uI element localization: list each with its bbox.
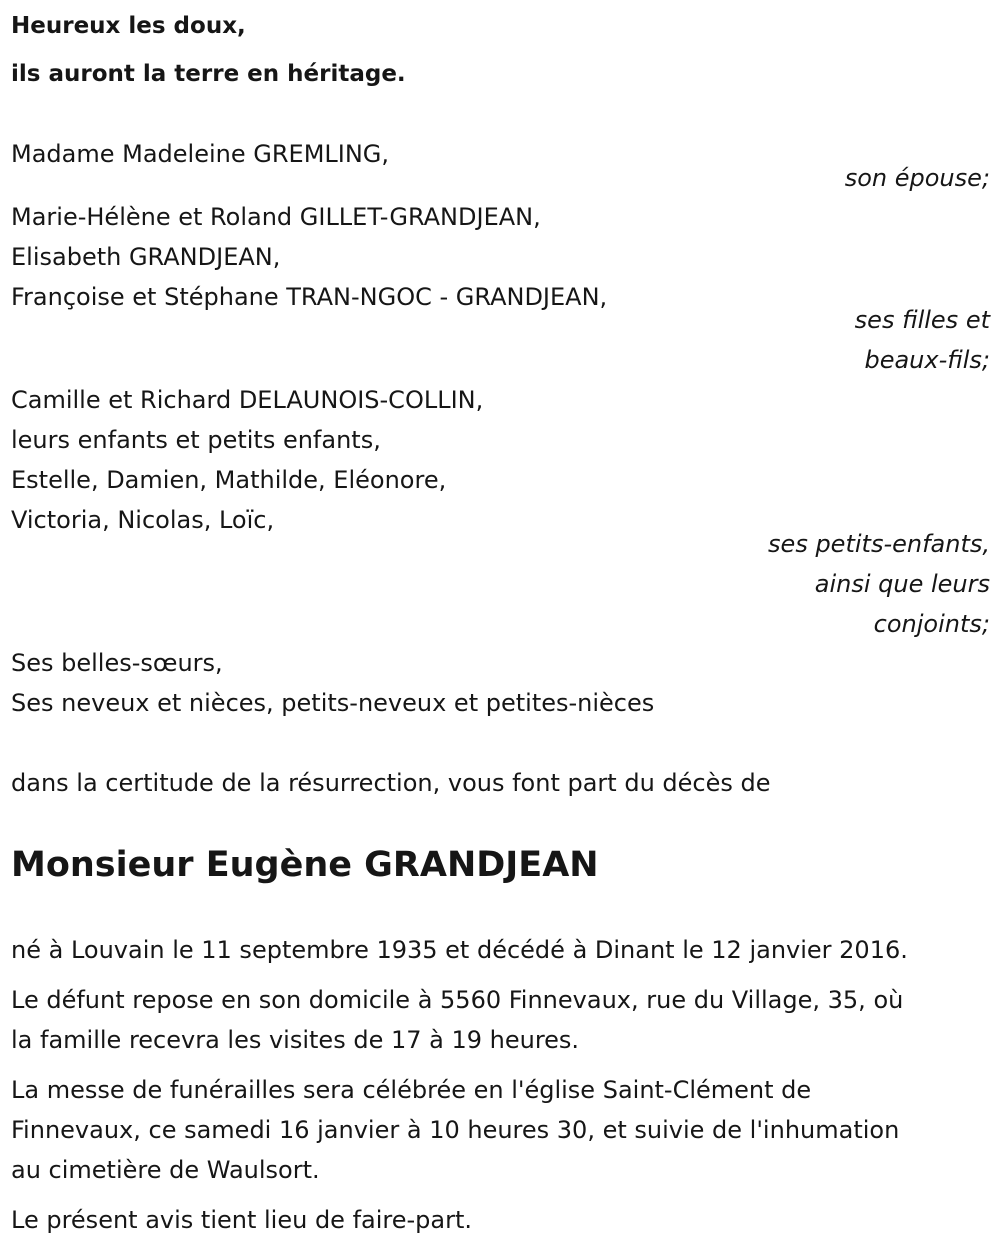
relative-line: Ses neveux et nièces, petits-neveux et petites-nièces bbox=[11, 689, 655, 717]
other-relatives bbox=[11, 643, 990, 723]
birth-death-text: né à Louvain le 11 septembre 1935 et décédé à Dinant le 12 janvier 2016. bbox=[11, 936, 908, 964]
grandchild-line: Victoria, Nicolas, Loïc, bbox=[11, 506, 275, 534]
repose-line: la famille recevra les visites de 17 à 19 heures. bbox=[11, 1026, 580, 1054]
daughter-line: Marie-Hélène et Roland GILLET-GRANDJEAN, bbox=[11, 203, 541, 231]
repose-paragraph bbox=[11, 980, 990, 1060]
spouse-role: son épouse; bbox=[844, 164, 990, 192]
grandchild-line: Estelle, Damien, Mathilde, Eléonore, bbox=[11, 466, 447, 494]
role-line: conjoints; bbox=[873, 610, 990, 638]
relative-line: Ses belles-sœurs, bbox=[11, 649, 223, 677]
daughters-list bbox=[11, 197, 990, 317]
notice-text: Le présent avis tient lieu de faire-part. bbox=[11, 1206, 473, 1234]
epigraph-line-1: Heureux les doux, bbox=[11, 13, 246, 39]
grandchildren-list bbox=[11, 380, 990, 540]
repose-line: Le défunt repose en son domicile à 5560 Finnevaux, rue du Village, 35, où bbox=[11, 986, 904, 1014]
role-line: beaux-fils; bbox=[864, 346, 990, 374]
grandchild-line: leurs enfants et petits enfants, bbox=[11, 426, 381, 454]
funeral-line: Finnevaux, ce samedi 16 janvier à 10 heures 30, et suivie de l'inhumation bbox=[11, 1116, 900, 1144]
spouse-name: Madame Madeleine GREMLING, bbox=[11, 140, 390, 168]
epigraph-line-2: ils auront la terre en héritage. bbox=[11, 61, 406, 87]
funeral-paragraph bbox=[11, 1070, 990, 1190]
announcement-text: dans la certitude de la résurrection, vous font part du décès de bbox=[11, 769, 771, 797]
daughter-line: Françoise et Stéphane TRAN-NGOC - GRANDJEAN, bbox=[11, 283, 608, 311]
daughters-role bbox=[11, 300, 990, 380]
role-line: ses filles et bbox=[854, 306, 990, 334]
grandchildren-role bbox=[11, 524, 990, 644]
epigraph bbox=[11, 2, 990, 98]
role-line: ainsi que leurs bbox=[814, 570, 990, 598]
daughter-line: Elisabeth GRANDJEAN, bbox=[11, 243, 281, 271]
funeral-line: au cimetière de Waulsort. bbox=[11, 1156, 320, 1184]
role-line: ses petits-enfants, bbox=[768, 530, 990, 558]
funeral-line: La messe de funérailles sera célébrée en l'église Saint-Clément de bbox=[11, 1076, 812, 1104]
grandchild-line: Camille et Richard DELAUNOIS-COLLIN, bbox=[11, 386, 484, 414]
deceased-name: Monsieur Eugène GRANDJEAN bbox=[11, 845, 599, 885]
